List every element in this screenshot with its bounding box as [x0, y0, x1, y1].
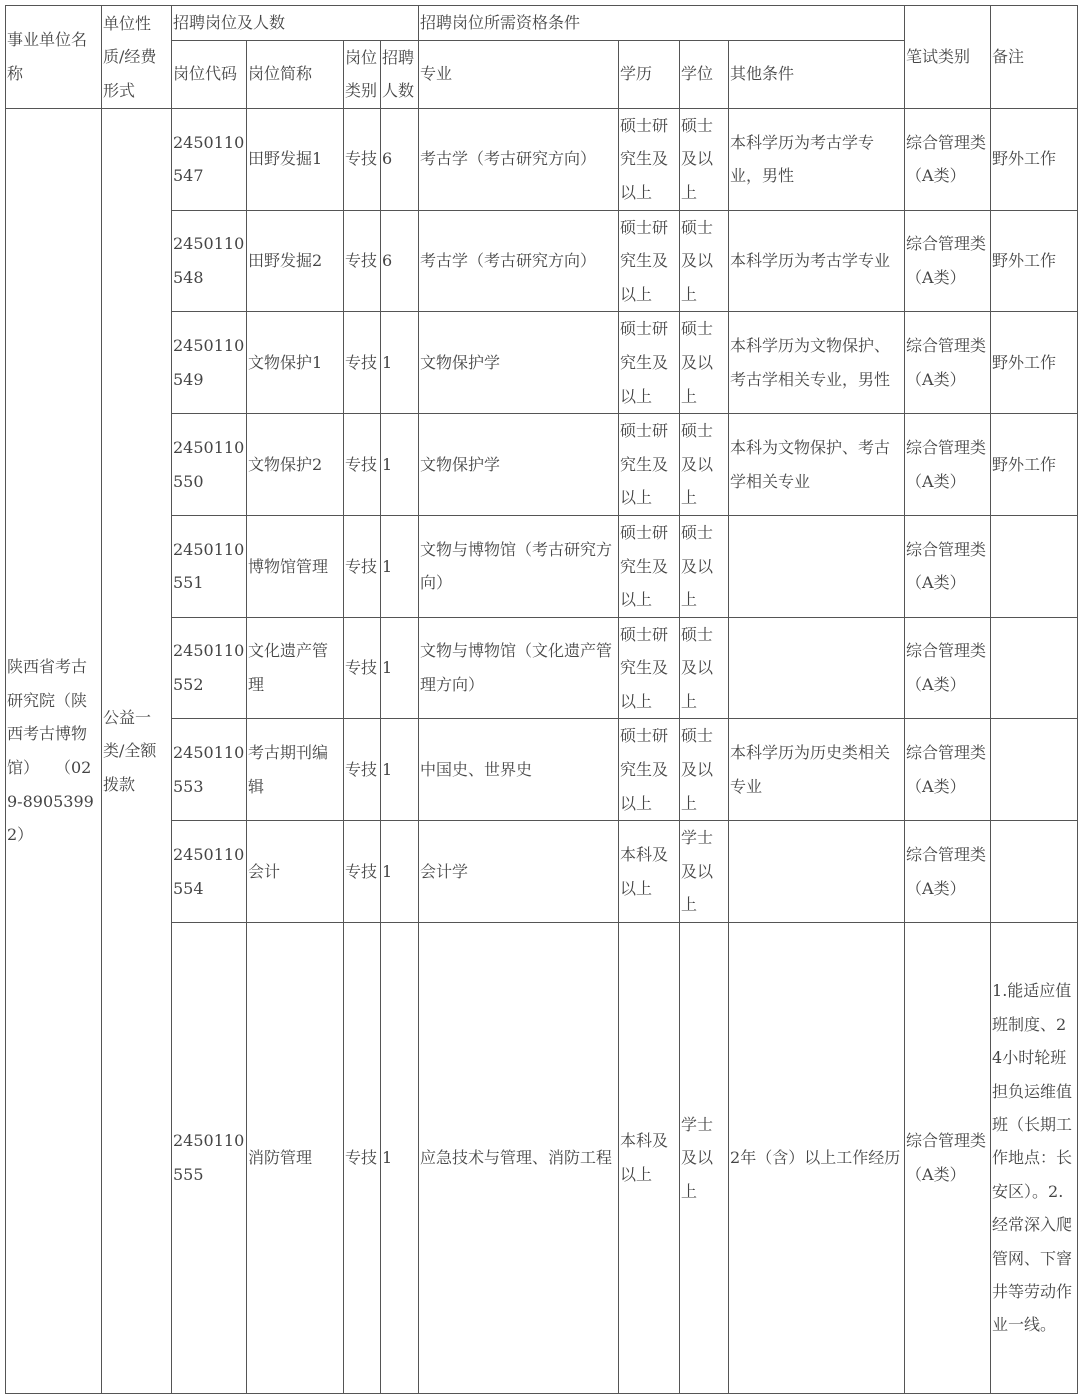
remark-cell: 1.能适应值班制度、24小时轮班担负运维值班（长期工作地点：长安区）。2.经常深入爬管网、下窨井等劳动作业一线。: [991, 923, 1078, 1394]
other-conditions-cell: 2年（含）以上工作经历: [729, 923, 905, 1394]
post-category-cell: 专技: [344, 108, 381, 210]
header-post-category: 岗位类别: [344, 40, 381, 108]
remark-cell: 野外工作: [991, 210, 1078, 312]
exam-type-cell: 综合管理类（A类）: [905, 923, 991, 1394]
post-code-cell: 2450110550: [172, 414, 247, 516]
exam-type-cell: 综合管理类（A类）: [905, 719, 991, 821]
major-cell: 文物保护学: [419, 312, 619, 414]
post-name-cell: 田野发掘2: [247, 210, 344, 312]
education-cell: 硕士研究生及以上: [619, 719, 680, 821]
post-category-cell: 专技: [344, 719, 381, 821]
post-code-cell: 2450110552: [172, 617, 247, 719]
recruit-count-cell: 1: [381, 617, 419, 719]
exam-type-cell: 综合管理类（A类）: [905, 312, 991, 414]
post-category-cell: 专技: [344, 821, 381, 923]
header-exam-type: 笔试类别: [905, 6, 991, 109]
other-conditions-cell: 本科为文物保护、考古学相关专业: [729, 414, 905, 516]
exam-type-cell: 综合管理类（A类）: [905, 108, 991, 210]
post-code-cell: 2450110553: [172, 719, 247, 821]
header-major: 专业: [419, 40, 619, 108]
major-cell: 文物与博物馆（文化遗产管理方向）: [419, 617, 619, 719]
post-name-cell: 会计: [247, 821, 344, 923]
header-recruit-count: 招聘人数: [381, 40, 419, 108]
recruit-count-cell: 1: [381, 923, 419, 1394]
other-conditions-cell: 本科学历为考古学专业，男性: [729, 108, 905, 210]
header-degree: 学位: [680, 40, 729, 108]
education-cell: 硕士研究生及以上: [619, 414, 680, 516]
post-code-cell: 2450110555: [172, 923, 247, 1394]
exam-type-cell: 综合管理类（A类）: [905, 617, 991, 719]
header-other-conditions: 其他条件: [729, 40, 905, 108]
exam-type-cell: 综合管理类（A类）: [905, 414, 991, 516]
post-category-cell: 专技: [344, 312, 381, 414]
header-group-requirements: 招聘岗位所需资格条件: [419, 6, 905, 41]
major-cell: 文物保护学: [419, 414, 619, 516]
degree-cell: 硕士及以上: [680, 719, 729, 821]
other-conditions-cell: 本科学历为历史类相关专业: [729, 719, 905, 821]
remark-cell: [991, 515, 1078, 617]
recruit-count-cell: 1: [381, 312, 419, 414]
unit-nature-cell: 公益一类/全额拨款: [102, 108, 172, 1393]
post-name-cell: 文物保护2: [247, 414, 344, 516]
header-group-positions: 招聘岗位及人数: [172, 6, 419, 41]
post-name-cell: 文化遗产管理: [247, 617, 344, 719]
header-education: 学历: [619, 40, 680, 108]
major-cell: 考古学（考古研究方向）: [419, 210, 619, 312]
post-code-cell: 2450110554: [172, 821, 247, 923]
post-name-cell: 文物保护1: [247, 312, 344, 414]
unit-name-cell: 陕西省考古研究院（陕西考古博物馆） （029-89053992）: [6, 108, 102, 1393]
recruit-count-cell: 6: [381, 210, 419, 312]
other-conditions-cell: [729, 515, 905, 617]
degree-cell: 硕士及以上: [680, 108, 729, 210]
post-code-cell: 2450110549: [172, 312, 247, 414]
education-cell: 硕士研究生及以上: [619, 210, 680, 312]
major-cell: 应急技术与管理、消防工程: [419, 923, 619, 1394]
recruit-count-cell: 1: [381, 821, 419, 923]
major-cell: 会计学: [419, 821, 619, 923]
recruitment-table: [5, 5, 1078, 1394]
degree-cell: 硕士及以上: [680, 515, 729, 617]
post-name-cell: 博物馆管理: [247, 515, 344, 617]
degree-cell: 硕士及以上: [680, 312, 729, 414]
other-conditions-cell: [729, 821, 905, 923]
header-row-1: [6, 6, 1078, 41]
degree-cell: 硕士及以上: [680, 414, 729, 516]
post-code-cell: 2450110548: [172, 210, 247, 312]
post-category-cell: 专技: [344, 617, 381, 719]
education-cell: 硕士研究生及以上: [619, 312, 680, 414]
recruit-count-cell: 6: [381, 108, 419, 210]
education-cell: 硕士研究生及以上: [619, 617, 680, 719]
degree-cell: 学士及以上: [680, 821, 729, 923]
header-remark: 备注: [991, 6, 1078, 109]
major-cell: 中国史、世界史: [419, 719, 619, 821]
remark-cell: [991, 821, 1078, 923]
header-unit-name: 事业单位名称: [6, 6, 102, 109]
remark-cell: 野外工作: [991, 312, 1078, 414]
post-category-cell: 专技: [344, 515, 381, 617]
education-cell: 硕士研究生及以上: [619, 515, 680, 617]
post-category-cell: 专技: [344, 210, 381, 312]
remark-cell: 野外工作: [991, 414, 1078, 516]
education-cell: 硕士研究生及以上: [619, 108, 680, 210]
education-cell: 本科及以上: [619, 821, 680, 923]
other-conditions-cell: [729, 617, 905, 719]
recruit-count-cell: 1: [381, 719, 419, 821]
post-code-cell: 2450110547: [172, 108, 247, 210]
remark-cell: 野外工作: [991, 108, 1078, 210]
degree-cell: 硕士及以上: [680, 210, 729, 312]
other-conditions-cell: 本科学历为考古学专业: [729, 210, 905, 312]
remark-cell: [991, 719, 1078, 821]
post-category-cell: 专技: [344, 414, 381, 516]
major-cell: 考古学（考古研究方向）: [419, 108, 619, 210]
degree-cell: 硕士及以上: [680, 617, 729, 719]
post-code-cell: 2450110551: [172, 515, 247, 617]
header-post-name: 岗位简称: [247, 40, 344, 108]
header-post-code: 岗位代码: [172, 40, 247, 108]
post-category-cell: 专技: [344, 923, 381, 1394]
recruit-count-cell: 1: [381, 414, 419, 516]
post-name-cell: 田野发掘1: [247, 108, 344, 210]
exam-type-cell: 综合管理类（A类）: [905, 210, 991, 312]
table-body: [6, 6, 1078, 1394]
major-cell: 文物与博物馆（考古研究方向）: [419, 515, 619, 617]
education-cell: 本科及以上: [619, 923, 680, 1394]
remark-cell: [991, 617, 1078, 719]
other-conditions-cell: 本科学历为文物保护、考古学相关专业，男性: [729, 312, 905, 414]
exam-type-cell: 综合管理类（A类）: [905, 515, 991, 617]
table-row: [6, 108, 1078, 210]
exam-type-cell: 综合管理类（A类）: [905, 821, 991, 923]
post-name-cell: 考古期刊编辑: [247, 719, 344, 821]
degree-cell: 学士及以上: [680, 923, 729, 1394]
recruit-count-cell: 1: [381, 515, 419, 617]
post-name-cell: 消防管理: [247, 923, 344, 1394]
header-unit-nature: 单位性质/经费形式: [102, 6, 172, 109]
